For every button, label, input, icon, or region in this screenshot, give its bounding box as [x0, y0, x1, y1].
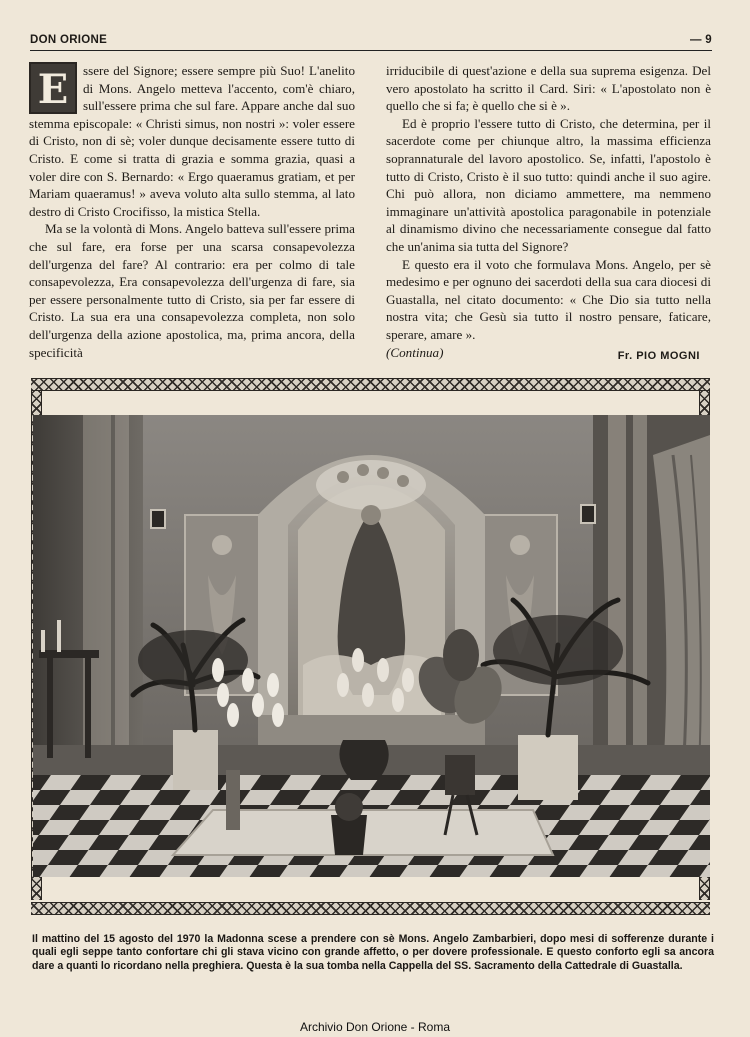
photo-caption: Il mattino del 15 agosto del 1970 la Madonna scese a prendere con sè Mons. Angelo Zambarbieri, dopo mesi di sofferenze durante i quali egli seppe tanto confortare chi gli stava vicino con grande affetto, o per dovere professionale. E questo conforto egli sa ancora dare a quanti lo ricordano nella preghiera. Questa è la sua tomba nella Cappella del SS. Sacramento della Cattedrale di Guastalla.: [32, 933, 714, 972]
page-number: — 9: [690, 34, 712, 46]
drop-cap: E: [29, 62, 77, 114]
decorative-border-top: [31, 378, 710, 391]
paragraph: Ed è proprio l'essere tutto di Cristo, che determina, per il sacerdote come per chiunque altro, la massima efficienza soprannaturale del lavoro apostolico. Se, infatti, l'apostolo è tutto di Cristo, Cristo è il suo tutto: quindi anche il suo agire. Chi può allora, non diciamo ammettere, ma nemmeno immaginare un'attività apostolica paragonabile in potenziale al dinamismo divino che necessariamente consegue dal fatto che un'anima sia tutta del Signore?: [386, 115, 711, 254]
paragraph: E questo era il voto che formulava Mons. Angelo, per sè medesimo e per ognuno dei sacerdoti della sua cara diocesi di Guastalla, nel citato documento: « Che Dio sia tutto nella nostra vita; che Gesù sia tutto il nostro pensare, faticare, sperare, amare ».: [386, 256, 711, 342]
archive-footer: Archivio Don Orione - Roma: [299, 1020, 451, 1034]
continua-note: (Continua): [386, 344, 444, 360]
magazine-title: DON ORIONE: [30, 34, 108, 46]
paragraph: Ma se la volontà di Mons. Angelo batteva sull'essere prima che sul fare, era forse per una scarsa consapevolezza dell'urgenza del fare? Al contrario: era per colmo di tale consapevolezza, Era consapevolezza dell'urgenza di fare, sia per essere personalmente tutto di Cristo, sia per far essere di Cristo. La sua era una consapevolezza completa, non solo dell'urgenza della azione apostolica, ma, prima ancora, della specificità: [29, 221, 355, 360]
page-header: [30, 34, 712, 51]
photo-frame: [31, 372, 710, 920]
decorative-border-bottom: [31, 902, 710, 915]
article-column-left: [29, 62, 355, 361]
tomb-chapel-photo: [33, 415, 710, 877]
author-signature: Fr. PIO MOGNI: [617, 350, 700, 362]
article-column-right: [386, 62, 711, 361]
paragraph: irriducibile di quest'azione e della sua suprema esigenza. Del vero apostolato ha scritto il Card. Siri: « L'apostolato non è quello che si fa; è quello che si è ».: [386, 63, 711, 114]
paragraph: E ssere del Signore; essere sempre più Suo! L'anelito di Mons. Angelo metteva l'accento, com'è chiaro, sull'essere prima che sul fare. Appare anche dal suo stemma episcopale: « Christi simus, non nostri »: voler essere di Cristo, non di sè; voler dunque decisamente essere tutto di Cristo. E come si tratta di grazia e somma grazia, quasi a voler dire con S. Bernardo: « Ergo quaeramus gratiam, et per Mariam quaeramus! » aveva voluto alta sullo stemma, al lato destro di Cristo Crocifisso, la mistica Stella.: [29, 63, 355, 219]
